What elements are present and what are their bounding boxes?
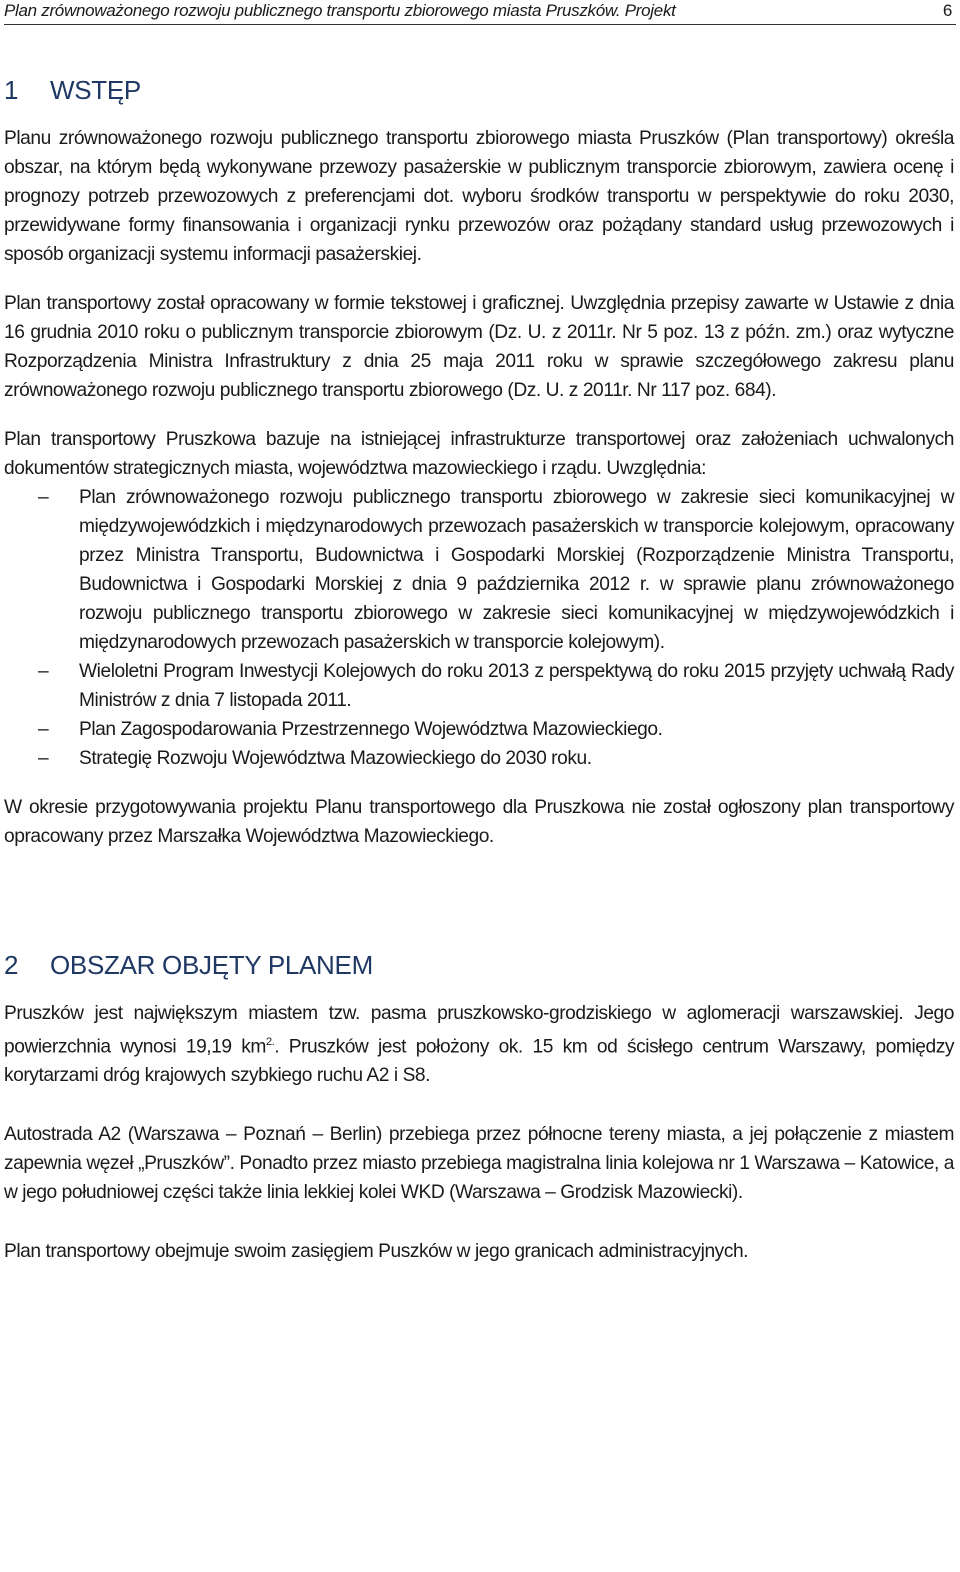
running-header-title: Plan zrównoważonego rozwoju publicznego transportu zbiorowego miasta Pruszków. Projekt xyxy=(4,1,676,20)
list-item-text: Plan zrównoważonego rozwoju publicznego transportu zbiorowego w zakresie sieci komunikacyjnej w międzywojewódzkich i międzynarodowych przewozach pasażerskich w transporcie kolejowym, opracowany przez Ministra Transportu, Budownictwa i Gospodarki Morskiej (Rozporządzenie Ministra Transportu, Budownictwa i Gospodarki Morskiej z dnia 9 października 2012 r. w sprawie planu zrównoważonego rozwoju publicznego transportu zbiorowego w zakresie sieci komunikacyjnej w międzywojewódzkich i międzynarodowych przewozach pasażerskich w transporcie kolejowym). xyxy=(79,487,954,653)
paragraph: Planu zrównoważonego rozwoju publicznego transportu zbiorowego miasta Pruszków (Plan transportowy) określa obszar, na którym będą wykonywane przewozy pasażerskie w publicznym transporcie zbiorowym, zawiera ocenę i prognozy potrzeb przewozowych z preferencjami dot. wyboru środków transportu w perspektywie do roku 2030, przewidywane formy finansowania i organizacji rynku przewozów oraz pożądany standard usług przewozowych i sposób organizacji systemu informacji pasażerskiej. xyxy=(4,128,954,265)
list-item xyxy=(4,657,954,715)
superscript: 2. xyxy=(265,1036,275,1048)
paragraph: Plan transportowy obejmuje swoim zasięgiem Puszków w jego granicach administracyjnych. xyxy=(4,1241,749,1263)
bullet-list xyxy=(4,483,954,773)
list-item xyxy=(4,715,954,744)
dash-marker: – xyxy=(38,661,49,682)
section-title: WSTĘP xyxy=(50,75,141,105)
section-number: 2 xyxy=(4,950,19,980)
document-body xyxy=(4,70,954,1266)
list-item xyxy=(4,744,954,773)
paragraph xyxy=(4,999,954,1090)
page-number: 6 xyxy=(942,1,952,20)
section-heading-1 xyxy=(4,70,954,110)
section-title: OBSZAR OBJĘTY PLANEM xyxy=(50,950,373,980)
list-item-text: Wieloletni Program Inwestycji Kolejowych do roku 2013 z perspektywą do roku 2015 przyjęty uchwałą Rady Ministrów z dnia 7 listopada 2011. xyxy=(79,661,954,711)
paragraph: Autostrada A2 (Warszawa – Poznań – Berlin) przebiega przez północne tereny miasta, a jej połączenie z miastem zapewnia węzeł „Pruszków”. Ponadto przez miasto przebiega magistralna linia kolejowa nr 1 Warszawa – Katowice, a w jego południowej części także linia lekkiej kolei WKD (Warszawa – Grodzisk Mazowiecki). xyxy=(4,1124,954,1204)
dash-marker: – xyxy=(38,719,49,740)
paragraph: W okresie przygotowywania projektu Planu transportowego dla Pruszkowa nie został ogłoszony plan transportowy opracowany przez Marszałka Województwa Mazowieckiego. xyxy=(4,797,954,847)
running-header xyxy=(4,0,956,25)
section-number: 1 xyxy=(4,75,19,105)
dash-marker: – xyxy=(38,748,49,769)
list-item-text: Strategię Rozwoju Województwa Mazowieckiego do 2030 roku. xyxy=(79,748,592,769)
dash-marker: – xyxy=(38,487,49,508)
paragraph: Plan transportowy został opracowany w formie tekstowej i graficznej. Uwzględnia przepisy zawarte w Ustawie z dnia 16 grudnia 2010 roku o publicznym transporcie zbiorowym (Dz. U. z 2011r. Nr 5 poz. 13 z późn. zm.) oraz wytyczne Rozporządzenia Ministra Infrastruktury z dnia 25 maja 2011 roku w sprawie szczegółowego zakresu planu zrównoważonego rozwoju publicznego transportu zbiorowego (Dz. U. z 2011r. Nr 117 poz. 684). xyxy=(4,293,954,401)
list-item-text: Plan Zagospodarowania Przestrzennego Województwa Mazowieckiego. xyxy=(79,719,663,740)
paragraph-text: Pruszków jest największym miastem tzw. pasma pruszkowsko-grodziskiego w aglomeracji warszawskiej. Jego powierzchnia wynosi 19,19 km xyxy=(4,1003,954,1058)
list-item xyxy=(4,483,954,657)
section-heading-2 xyxy=(4,945,954,985)
paragraph-text: . Pruszków jest położony ok. 15 km od ścisłego centrum Warszawy, pomiędzy korytarzami dróg krajowych szybkiego ruchu A2 i S8. xyxy=(4,1036,954,1087)
paragraph: Plan transportowy Pruszkowa bazuje na istniejącej infrastrukturze transportowej oraz założeniach uchwalonych dokumentów strategicznych miasta, województwa mazowieckiego i rządu. Uwzględnia: xyxy=(4,429,954,479)
